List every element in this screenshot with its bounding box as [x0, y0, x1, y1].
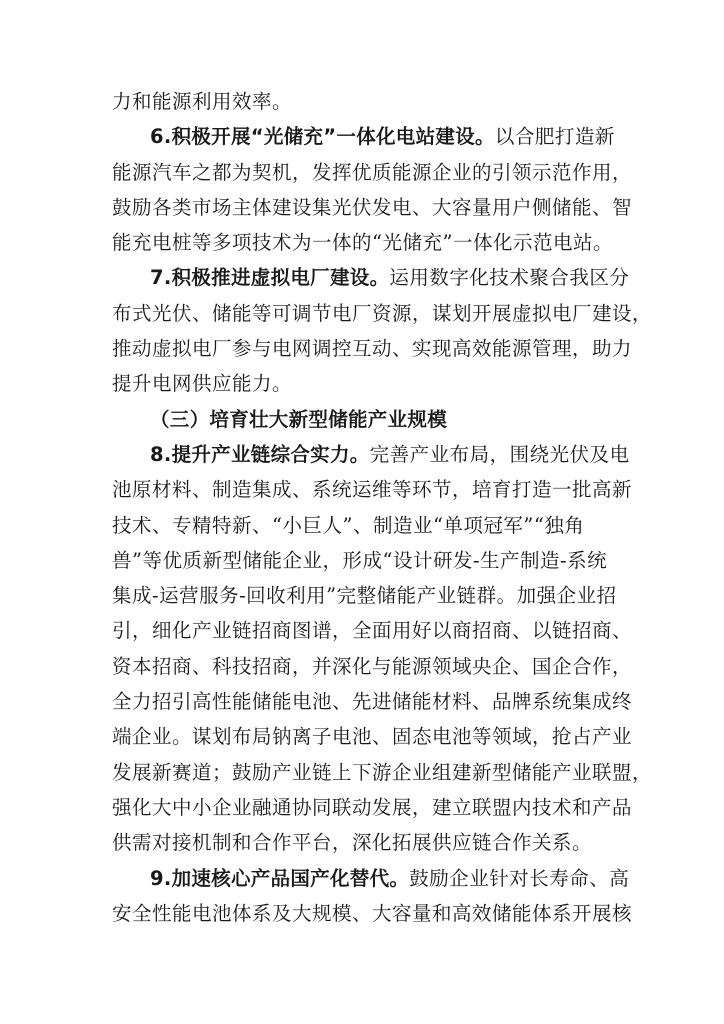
- paragraph-line: 布式光伏、储能等可调节电厂资源，谋划开展虚拟电厂建设，: [112, 301, 653, 325]
- paragraph-line: 安全性能电池体系及大规模、大容量和高效储能体系开展核: [112, 901, 633, 925]
- paragraph-line: 推动虚拟电厂参与电网调控互动、实现高效能源管理，助力: [112, 337, 633, 361]
- paragraph-line-item-6: [112, 119, 615, 154]
- item-7-heading: 7.积极推进虚拟电厂建设。: [150, 266, 390, 290]
- item-8-text: 完善产业布局，围绕光伏及电: [369, 442, 630, 466]
- paragraph-line: 鼓励各类市场主体建设集光伏发电、大容量用户侧储能、智: [112, 195, 633, 219]
- item-9-heading: 9.加速核心产品国产化替代。: [150, 866, 410, 890]
- paragraph-line-item-7: [112, 260, 630, 295]
- paragraph-line: 能充电桩等多项技术为一体的“光储充”一体化示范电站。: [112, 231, 613, 255]
- paragraph-line: 兽”等优质新型储能企业，形成“设计研发-生产制造-系统: [112, 548, 608, 572]
- paragraph-line: 提升电网供应能力。: [112, 372, 293, 396]
- paragraph-line: 力和能源利用效率。: [112, 90, 293, 113]
- item-6-heading: 6.积极开展“光储充”一体化电站建设。: [150, 125, 495, 149]
- document-body: [112, 84, 653, 931]
- item-8-heading: 8.提升产业链综合实力。: [150, 442, 370, 466]
- paragraph-line: 资本招商、科技招商，并深化与能源领域央企、国企合作，: [112, 654, 633, 678]
- paragraph-line: 技术、专精特新、“小巨人”、制造业“单项冠军”“独角: [112, 513, 585, 537]
- paragraph-line: 池原材料、制造集成、系统运维等环节，培育打造一批高新: [112, 478, 633, 502]
- paragraph-line: 发展新赛道；鼓励产业链上下游企业组建新型储能产业联盟，: [112, 760, 653, 784]
- paragraph-line: 强化大中小企业融通协同联动发展，建立联盟内技术和产品: [112, 795, 633, 819]
- paragraph-line-item-9: [112, 861, 630, 896]
- paragraph-line: 端企业。谋划布局钠离子电池、固态电池等领域，抢占产业: [112, 725, 633, 749]
- paragraph-line-item-8: [112, 437, 630, 472]
- paragraph-line: 供需对接机制和合作平台，深化拓展供应链合作关系。: [112, 831, 593, 855]
- section-3-title: （三）培育壮大新型储能产业规模: [150, 407, 448, 431]
- paragraph-line: 能源汽车之都为契机，发挥优质能源企业的引领示范作用，: [112, 160, 633, 184]
- item-9-text: 鼓励企业针对长寿命、高: [409, 866, 630, 890]
- paragraph-line: 全力招引高性能储能电池、先进储能材料、品牌系统集成终: [112, 690, 633, 714]
- item-6-text: 以合肥打造新: [494, 125, 615, 149]
- paragraph-line: 引，细化产业链招商图谱，全面用好以商招商、以链招商、: [112, 619, 633, 643]
- section-heading: [112, 402, 612, 437]
- item-7-text: 运用数字化技术聚合我区分: [389, 266, 630, 290]
- paragraph-line: 集成-运营服务-回收利用”完整储能产业链群。加强企业招: [112, 584, 617, 608]
